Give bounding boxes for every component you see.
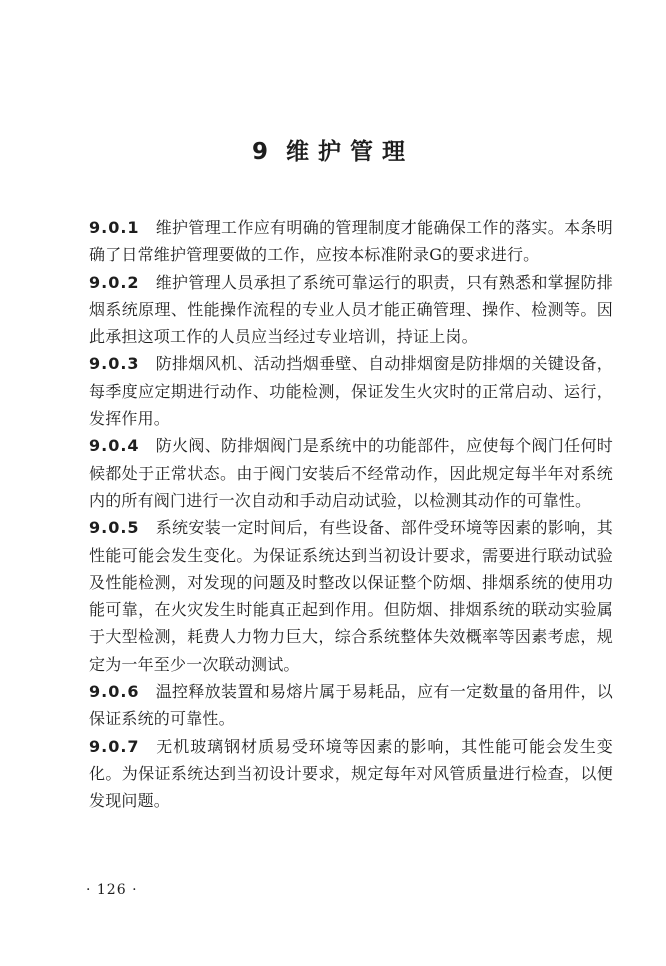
clause-number: 9.0.6 xyxy=(89,682,140,702)
clause-9-0-6 xyxy=(89,678,613,733)
clause-9-0-2 xyxy=(89,269,613,351)
clause-text: 维护管理人员承担了系统可靠运行的职责，只有熟悉和掌握防排烟系统原理、性能操作流程的专业人员才能正确管理、操作、检测等。因此承担这项工作的人员应当经过专业培训，持证上岗。 xyxy=(89,272,613,347)
page-number: · 126 · xyxy=(86,882,138,898)
clause-number: 9.0.4 xyxy=(89,436,140,456)
clause-text: 防排烟风机、活动挡烟垂壁、自动排烟窗是防排烟的关键设备，每季度应定期进行动作、功能检测，保证发生火灾时的正常启动、运行，发挥作用。 xyxy=(89,354,613,429)
clause-number: 9.0.1 xyxy=(89,218,140,237)
clause-9-0-1 xyxy=(89,214,613,269)
clause-text: 维护管理工作应有明确的管理制度才能确保工作的落实。本条明确了日常维护管理要做的工作，应按本标准附录G的要求进行。 xyxy=(89,218,613,265)
clause-9-0-5 xyxy=(89,514,613,678)
chapter-title xyxy=(0,130,666,174)
clause-9-0-4 xyxy=(89,432,613,514)
clause-number: 9.0.3 xyxy=(89,354,140,374)
clause-text: 温控释放装置和易熔片属于易耗品，应有一定数量的备用件，以保证系统的可靠性。 xyxy=(89,682,613,729)
clause-number: 9.0.5 xyxy=(89,518,140,538)
chapter-title-text: 维护管理 xyxy=(286,139,414,165)
clause-text: 防火阀、防排烟阀门是系统中的功能部件，应使每个阀门任何时候都处于正常状态。由于阀门安装后不经常动作，因此规定每半年对系统内的所有阀门进行一次自动和手动启动试验，以检测其动作的可靠性。 xyxy=(89,436,613,510)
clause-list xyxy=(89,214,613,815)
clause-text: 系统安装一定时间后，有些设备、部件受环境等因素的影响，其性能可能会发生变化。为保证系统达到当初设计要求，需要进行联动试验及性能检测，对发现的问题及时整改以保证整个防烟、排烟系统的使用功能可靠，在火灾发生时能真正起到作用。但防烟、排烟系统的联动实验属于大型检测，耗费人力物力巨大，综合系统整体失效概率等因素考虑，规定为一年至少一次联动测试。 xyxy=(89,518,613,674)
clause-9-0-3 xyxy=(89,350,613,432)
clause-number: 9.0.2 xyxy=(89,272,140,292)
chapter-number: 9 xyxy=(251,139,268,165)
clause-text: 无机玻璃钢材质易受环境等因素的影响，其性能可能会发生变化。为保证系统达到当初设计要求，规定每年对风管质量进行检查，以便发现问题。 xyxy=(89,736,613,811)
clause-9-0-7 xyxy=(89,733,613,815)
clause-number: 9.0.7 xyxy=(89,736,140,756)
